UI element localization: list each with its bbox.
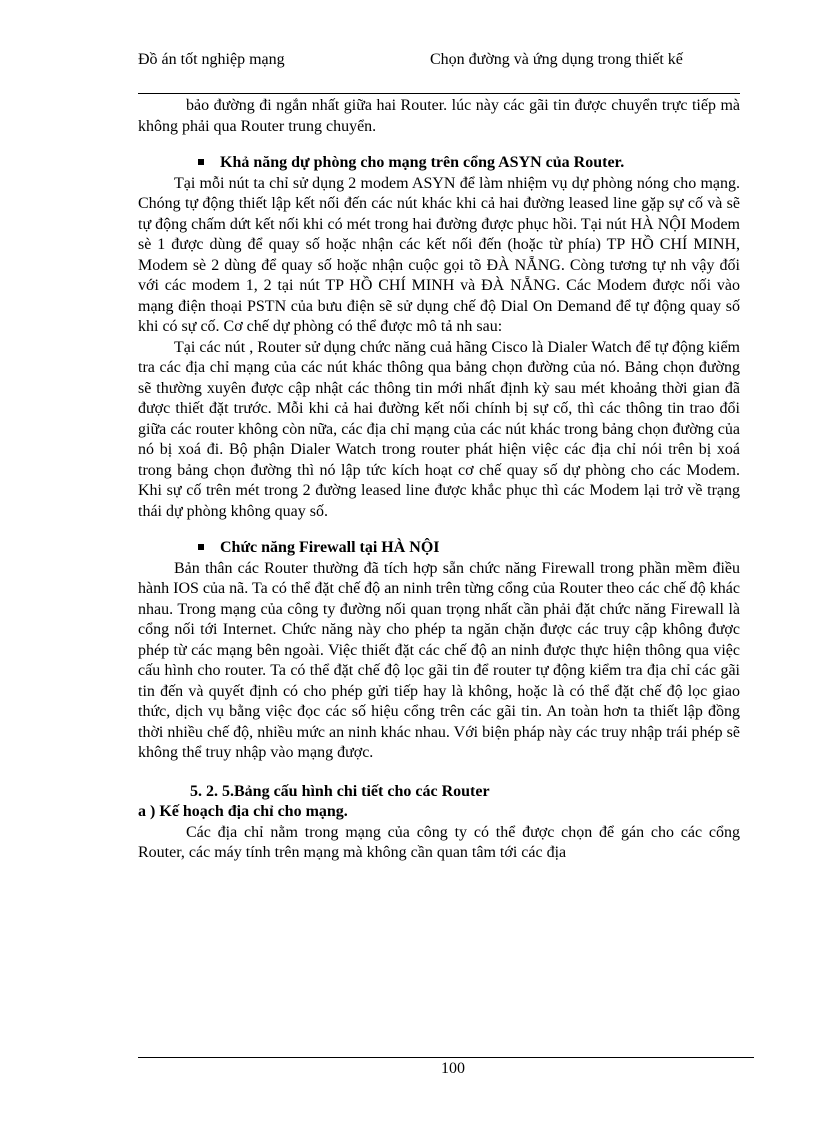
header-left: Đồ án tốt nghiệp mạng (138, 51, 285, 68)
bullet-heading-1-text: Khả năng dự phòng cho mạng trên cổng ASYN của Router. (220, 154, 625, 171)
footer-rule (138, 1057, 754, 1058)
page-number: 100 (441, 1060, 465, 1077)
header-right: Chọn đường và ứng dụng trong thiết kế (430, 51, 683, 68)
subsection-heading: a ) Kế hoạch địa chỉ cho mạng. (138, 803, 348, 820)
body-content (138, 96, 740, 864)
bullet-heading-2-text: Chức năng Firewall tại HÀ NỘI (220, 539, 440, 556)
paragraph-4: Bản thân các Router thường đã tích hợp sẵn chức năng Firewall trong phần mềm điều hành IOS của nã. Ta có thể đặt chế độ an ninh trên từng cổng của Router theo các chế độ khác nhau. Trong mạng của công ty đường nối quan trọng nhất cần phải đặt chức năng Firewall là cổng nối tới Internet. Chức năng này cho phép ta ngăn chặn được các truy cập không được phép từ các mạng bên ngoài. Việc thiết đặt các chế độ an ninh được thực hiện thông qua việc cấu hình cho router. Ta có thể đặt chế độ lọc gãi tin để router tự động kiểm tra địa chỉ các gãi tin đến và quyết định có cho phép gửi tiếp hay là không, hoặc là có thể đặt chế độ lọc giao thức, dịch vụ bằng việc đọc các số hiệu cổng trên các gãi tin. An toàn hơn ta thiết lập đồng thời nhiều chế độ, nhiều mức an ninh khác nhau. Với biện pháp này các truy nhập trái phép sẽ không thể truy nhập vào mạng được. (138, 559, 740, 761)
paragraph-3: Tại các nút , Router sử dụng chức năng cuả hãng Cisco là Dialer Watch để tự động kiểm tra các địa chỉ mạng của các nút khác thông qua bảng chọn đường của nó. Bảng chọn đường sẽ thường xuyên được cập nhật các thông tin mới nhất định kỳ sau mét khoảng thời gian đã được thiết đặt trước. Mỗi khi cả hai đường kết nối chính bị sự cố, thì các thông tin trao đổi giữa các router không còn nữa, các địa chỉ mạng của các nút khác trong bảng chọn đường của nó bị xoá đi. Bộ phận Dialer Watch trong router phát hiện việc các địa chỉ nói trên bị xoá trong bảng chọn đường thì nó lập tức kích hoạt cơ chế quay số dự phòng cho các Modem. Khi sự cố trên mét trong 2 đường leased line được khắc phục thì các Modem lại trở về trạng thái dự phòng không quay số. (138, 338, 740, 520)
header-rule (138, 93, 740, 94)
bullet-heading-2 (138, 538, 740, 559)
paragraph-1: bảo đường đi ngắn nhất giữa hai Router. lúc này các gãi tin được chuyển trực tiếp mà không phải qua Router trung chuyển. (138, 97, 740, 135)
paragraph-5: Các địa chỉ nằm trong mạng của công ty có thể được chọn để gán cho các cổng Router, các máy tính trên mạng mà không cần quan tâm tới các địa (138, 823, 740, 861)
section-heading: 5. 2. 5.Bảng cấu hình chi tiết cho các Router (190, 782, 490, 800)
bullet-heading-1 (138, 153, 740, 174)
paragraph-2: Tại mỗi nút ta chỉ sử dụng 2 modem ASYN để làm nhiệm vụ dự phòng nóng cho mạng. Chóng tự động thiết lập kết nối đến các nút khác khi cả hai đường leased line gặp sự cố và sẽ tự động chấm dứt kết nối khi có mét trong hai đường được phục hồi. Tại nút HÀ NỘI Modem sè 1 được dùng để quay số hoặc nhận các kết nối đến (hoặc từ phía) TP HỒ CHÍ MINH, Modem sè 2 dùng để quay số hoặc nhận cuộc gọi tõ ĐÀ NẴNG. Còng tương tự nh vậy đối với các modem 1, 2 tại nút TP HỒ CHÍ MINH và ĐÀ NẴNG. Các Modem được nối vào mạng điện thoại PSTN của bưu điện sẽ sử dụng chế độ Dial On Demand để tự động quay số khi có sự cố. Cơ chế dự phòng có thể được mô tả nh sau: (138, 174, 740, 335)
